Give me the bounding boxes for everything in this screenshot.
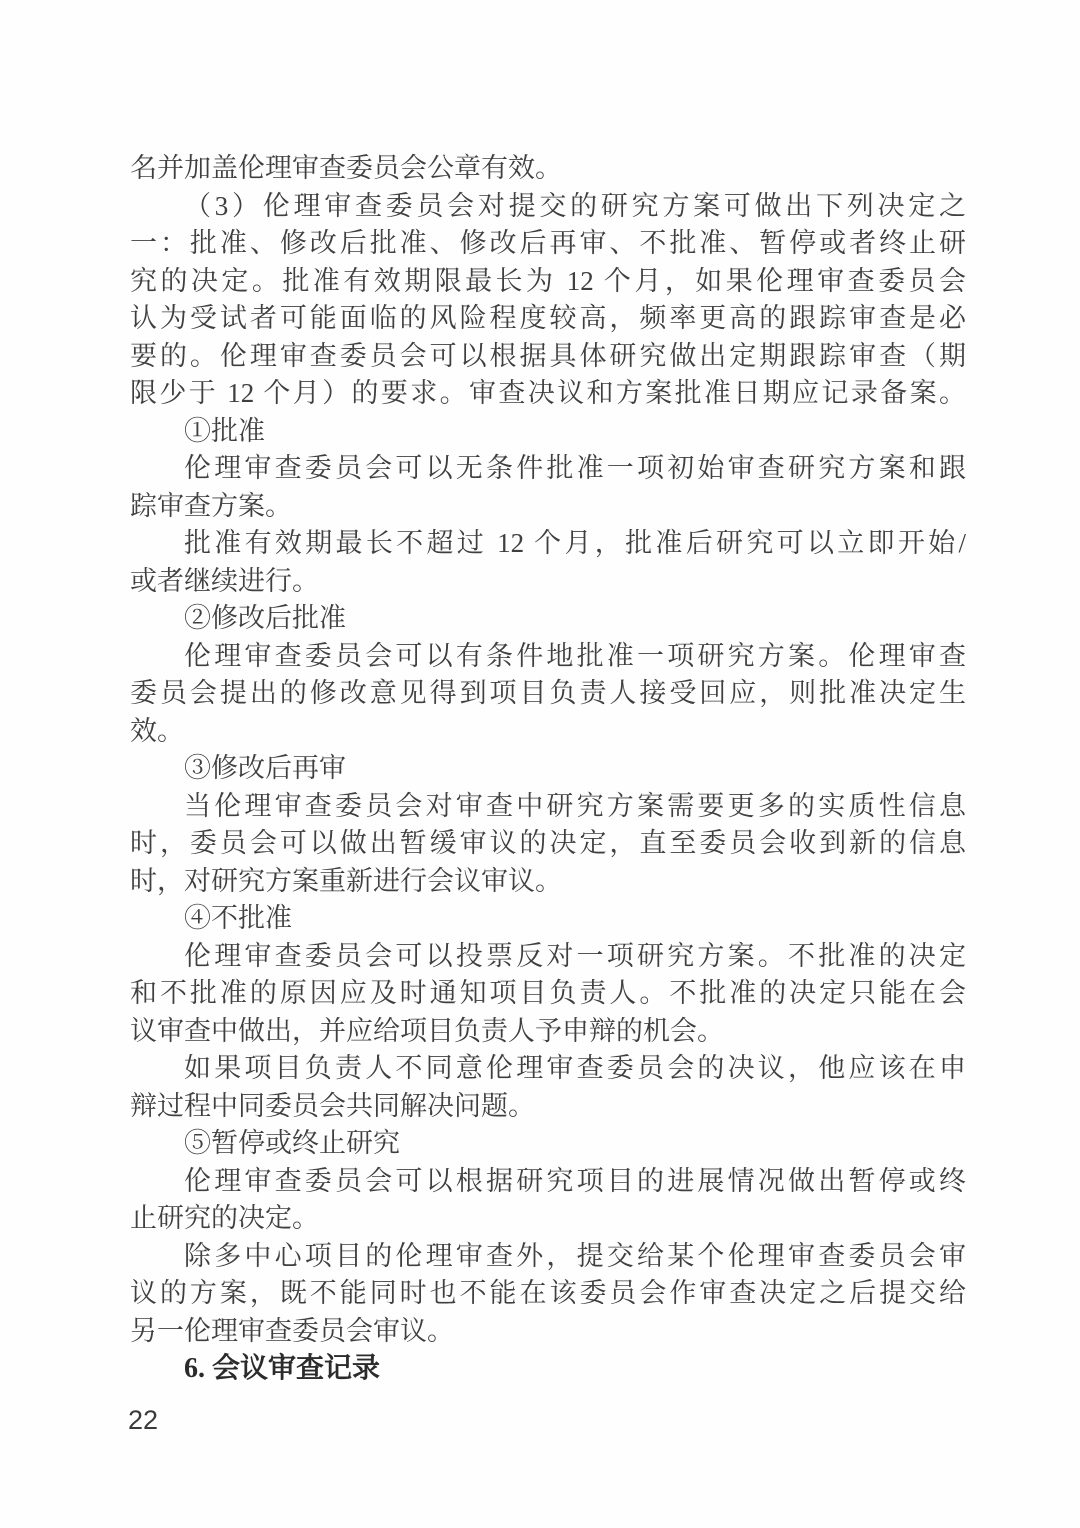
text-line: 辩过程中同委员会共同解决问题。 xyxy=(130,1090,535,1121)
text-line: 止研究的决定。 xyxy=(130,1203,319,1233)
text-line: 限少于 12 个月）的要求。审查决议和方案批准日期应记录备案。 xyxy=(130,378,966,408)
text-line: 伦理审查委员会可以有条件地批准一项研究方案。伦理审查 xyxy=(184,640,966,671)
text-line: 伦理审查委员会可以投票反对一项研究方案。不批准的决定 xyxy=(184,940,966,971)
text-line: 批准有效期最长不超过 12 个月，批准后研究可以立即开始/ xyxy=(184,528,966,558)
text-block xyxy=(130,150,966,1388)
text-line: 如果项目负责人不同意伦理审查委员会的决议，他应该在申 xyxy=(184,1053,966,1083)
text-line: （3）伦理审查委员会对提交的研究方案可做出下列决定之 xyxy=(184,190,966,221)
text-line: 伦理审查委员会可以根据研究项目的进展情况做出暂停或终 xyxy=(184,1165,966,1196)
text-line: 踪审查方案。 xyxy=(130,490,292,521)
text-line: 一：批准、修改后批准、修改后再审、不批准、暂停或者终止研 xyxy=(130,228,966,258)
text-line: 名并加盖伦理审查委员会公章有效。 xyxy=(130,153,562,183)
text-line: ⑤暂停或终止研究 xyxy=(184,1128,400,1158)
text-line: 究的决定。批准有效期限最长为 12 个月，如果伦理审查委员会 xyxy=(130,265,966,296)
text-line: 委员会提出的修改意见得到项目负责人接受回应，则批准决定生 xyxy=(130,678,966,708)
section-heading: 6. 会议审查记录 xyxy=(184,1353,381,1384)
page-number: 22 xyxy=(128,1405,159,1435)
text-line: 效。 xyxy=(130,715,184,746)
text-line: ④不批准 xyxy=(184,903,292,933)
text-line: 当伦理审查委员会对审查中研究方案需要更多的实质性信息 xyxy=(184,790,966,821)
text-line: 和不批准的原因应及时通知项目负责人。不批准的决定只能在会 xyxy=(130,978,966,1008)
text-line: ③修改后再审 xyxy=(184,753,346,783)
text-line: 或者继续进行。 xyxy=(130,565,319,596)
text-line: 伦理审查委员会可以无条件批准一项初始审查研究方案和跟 xyxy=(184,453,966,483)
text-line: 议的方案，既不能同时也不能在该委员会作审查决定之后提交给 xyxy=(130,1278,966,1308)
text-line: 时，对研究方案重新进行会议审议。 xyxy=(130,865,562,896)
text-line: 除多中心项目的伦理审查外，提交给某个伦理审查委员会审 xyxy=(184,1240,966,1271)
text-line: 议审查中做出，并应给项目负责人予申辩的机会。 xyxy=(130,1015,724,1046)
text-line: ②修改后批准 xyxy=(184,603,346,633)
text-line: 时，委员会可以做出暂缓审议的决定，直至委员会收到新的信息 xyxy=(130,828,966,858)
text-line: 另一伦理审查委员会审议。 xyxy=(130,1315,454,1346)
text-line: 要的。伦理审查委员会可以根据具体研究做出定期跟踪审查（期 xyxy=(130,340,966,371)
text-line: ①批准 xyxy=(184,415,265,446)
text-line: 认为受试者可能面临的风险程度较高，频率更高的跟踪审查是必 xyxy=(130,303,966,333)
